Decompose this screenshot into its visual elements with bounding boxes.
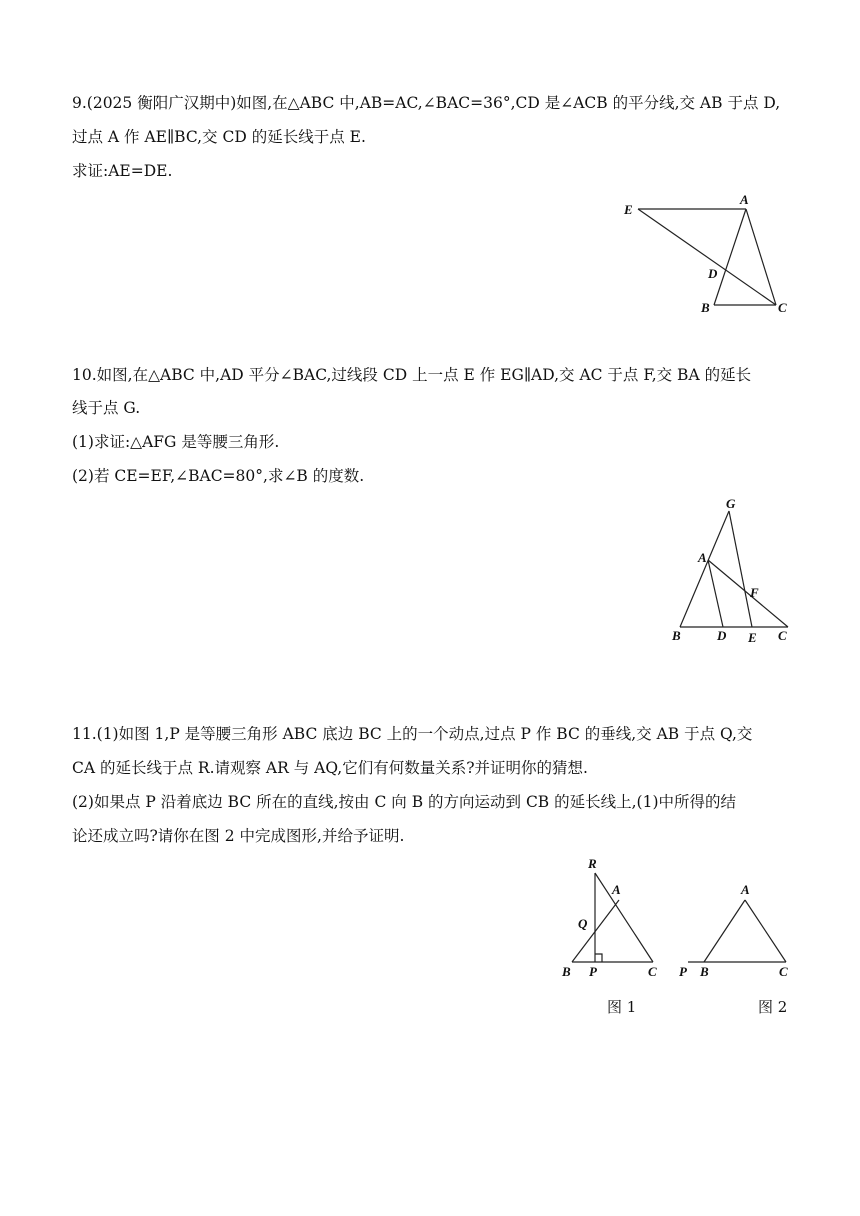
problem-10-figure [660, 490, 800, 650]
label-b: B [701, 300, 710, 315]
label-a: A [740, 192, 749, 207]
label-e: E [748, 630, 757, 645]
problem-10-line-4: (2)若 CE=EF,∠BAC=80°,求∠B 的度数. [72, 467, 365, 485]
problem-11-line-2: CA 的延长线于点 R.请观察 AR 与 AQ,它们有何数量关系?并证明你的猜想. [72, 759, 588, 777]
segment-ac [708, 560, 788, 627]
problem-9-line-1: 9.(2025 衡阳广汉期中)如图,在△ABC 中,AB=AC,∠BAC=36°,CD 是∠ACB 的平分线,交 AB 于点 D, [72, 94, 781, 112]
problem-11-figure-2 [670, 850, 800, 1020]
label-b: B [700, 964, 709, 979]
label-a: A [612, 882, 621, 897]
label-f: F [750, 585, 759, 600]
label-e: E [624, 202, 633, 217]
label-g: G [726, 496, 736, 511]
segment-ec [638, 209, 776, 305]
segment-bg [680, 511, 729, 627]
label-b: B [672, 628, 681, 643]
problem-9-line-3: 求证:AE=DE. [72, 162, 173, 180]
segment-rc [595, 873, 653, 962]
label-c: C [778, 300, 787, 315]
label-p: P [679, 964, 687, 979]
problem-9-figure [600, 190, 800, 320]
right-angle-mark [595, 954, 602, 962]
problem-11-line-4: 论还成立吗?请你在图 2 中完成图形,并给予证明. [72, 827, 405, 845]
problem-11-figure-1 [550, 850, 670, 1020]
problem-10-line-2: 线于点 G. [72, 399, 141, 417]
label-d: D [717, 628, 727, 643]
segment-ge [729, 511, 752, 627]
label-d: D [708, 266, 718, 281]
segment-ac [745, 900, 786, 962]
problem-11-line-1: 11.(1)如图 1,P 是等腰三角形 ABC 底边 BC 上的一个动点,过点 P 作 BC 的垂线,交 AB 于点 Q,交 [72, 725, 753, 743]
label-r: R [588, 856, 597, 871]
label-c: C [779, 964, 788, 979]
label-a: A [741, 882, 750, 897]
segment-ba [704, 900, 745, 962]
segment-ab [714, 209, 746, 305]
label-c: C [648, 964, 657, 979]
figure-2-caption: 图 2 [758, 998, 788, 1016]
label-c: C [778, 628, 787, 643]
label-b: B [562, 964, 571, 979]
figure-1-caption: 图 1 [607, 998, 637, 1016]
segment-ac [746, 209, 776, 305]
problem-9-line-2: 过点 A 作 AE∥BC,交 CD 的延长线于点 E. [72, 128, 366, 146]
label-a: A [698, 550, 707, 565]
label-p: P [589, 964, 597, 979]
problem-10-line-3: (1)求证:△AFG 是等腰三角形. [72, 433, 280, 451]
label-q: Q [578, 916, 588, 931]
problem-11-line-3: (2)如果点 P 沿着底边 BC 所在的直线,按由 C 向 B 的方向运动到 CB 的延长线上,(1)中所得的结 [72, 793, 737, 811]
problem-10-line-1: 10.如图,在△ABC 中,AD 平分∠BAC,过线段 CD 上一点 E 作 EG∥AD,交 AC 于点 F,交 BA 的延长 [72, 366, 752, 384]
